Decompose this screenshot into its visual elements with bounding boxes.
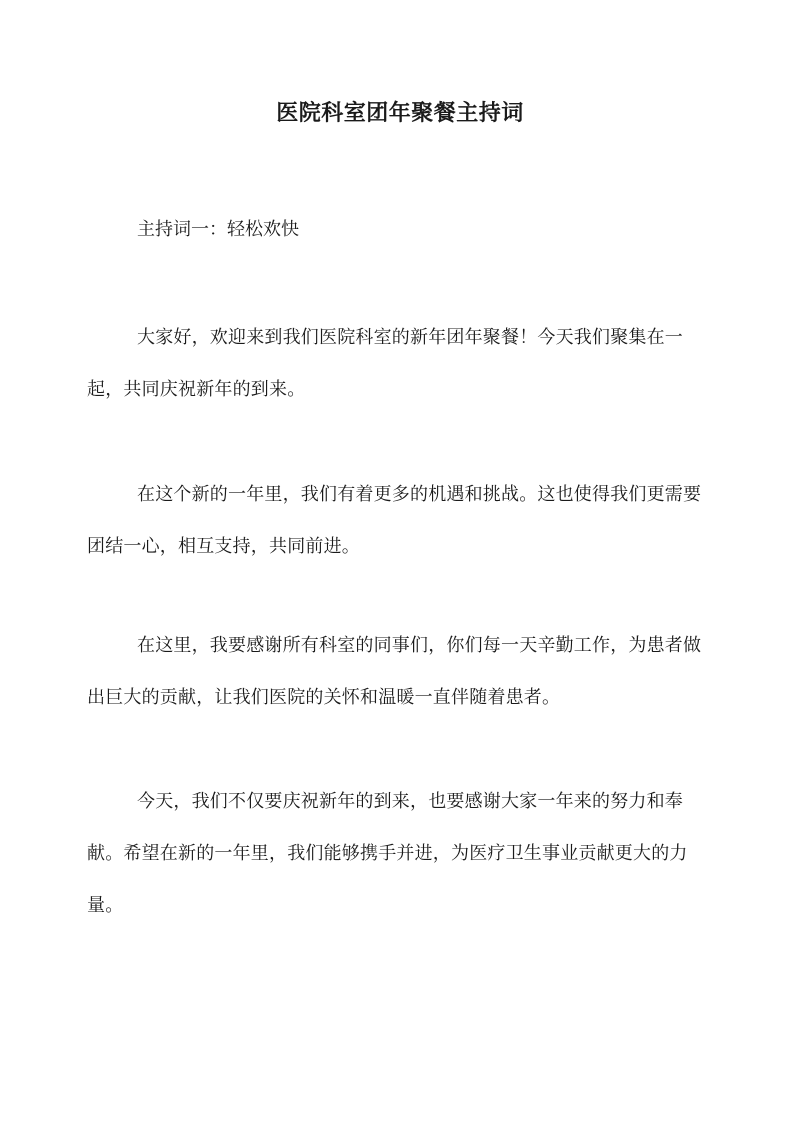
paragraph: 在这个新的一年里，我们有着更多的机遇和挑战。这也使得我们更需要团结一心，相互支持，共同前进。 [87,484,702,557]
section-subtitle: 主持词一：轻松欢快 [137,219,299,240]
paragraph: 今天，我们不仅要庆祝新年的到来，也要感谢大家一年来的努力和奉献。希望在新的一年里，我们能够携手并进，为医疗卫生事业贡献更大的力量。 [87,791,688,916]
paragraph: 大家好，欢迎来到我们医院科室的新年团年聚餐！今天我们聚集在一起，共同庆祝新年的到来。 [87,327,683,400]
paragraph: 在这里，我要感谢所有科室的同事们，你们每一天辛勤工作，为患者做出巨大的贡献，让我们医院的关怀和温暖一直伴随着患者。 [87,635,702,708]
page-title: 医院科室团年聚餐主持词 [276,100,524,126]
